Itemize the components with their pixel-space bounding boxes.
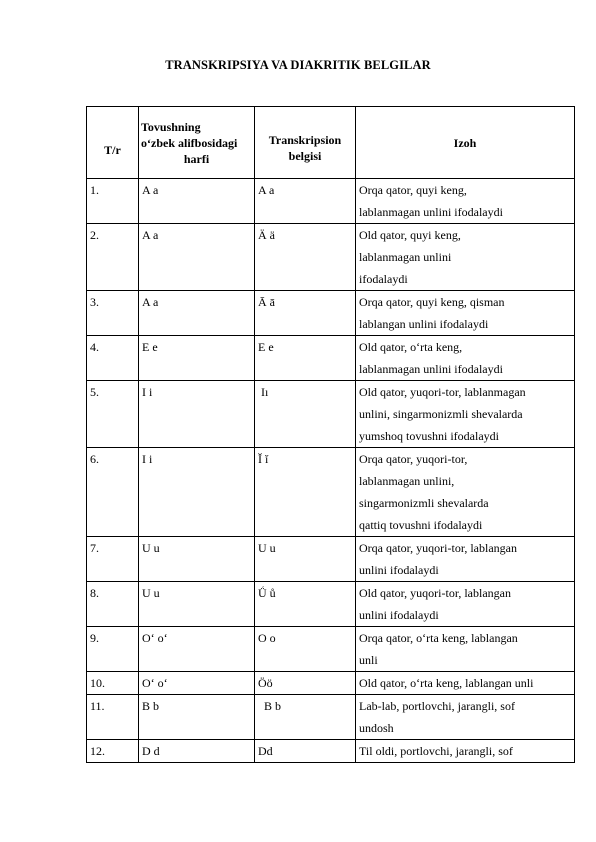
row-note <box>356 672 575 695</box>
row-letter: D d <box>139 740 255 763</box>
row-symbol: U u <box>255 537 356 582</box>
row-note-line: unlini ifodalaydi <box>359 563 439 577</box>
header-number-label: T/r <box>104 143 121 157</box>
table-row <box>87 740 575 763</box>
header-letter-line3: harfi <box>183 151 210 166</box>
row-symbol: Ǘ ů <box>255 582 356 627</box>
row-note <box>356 291 575 336</box>
header-number <box>87 107 139 179</box>
row-note-line: Old qator, yuqori-tor, lablangan <box>359 586 511 600</box>
row-number: 12. <box>87 740 139 763</box>
table-row <box>87 291 575 336</box>
header-symbol <box>255 107 356 179</box>
table-row <box>87 582 575 627</box>
row-letter: B b <box>139 695 255 740</box>
row-letter: E e <box>139 336 255 381</box>
row-number: 8. <box>87 582 139 627</box>
transcription-table <box>86 106 575 763</box>
row-symbol: E e <box>255 336 356 381</box>
row-note-line: lablanmagan unlini ifodalaydi <box>359 205 503 219</box>
row-letter: U u <box>139 582 255 627</box>
row-note-line: qattiq tovushni ifodalaydi <box>359 518 483 532</box>
row-symbol: Ā ā <box>255 291 356 336</box>
table-row <box>87 695 575 740</box>
header-symbol-line2: belgisi <box>288 149 322 163</box>
row-number: 9. <box>87 627 139 672</box>
row-letter: I i <box>139 448 255 537</box>
row-note-line: unlini ifodalaydi <box>359 608 439 622</box>
row-number: 3. <box>87 291 139 336</box>
row-note-line: lablanmagan unlini ifodalaydi <box>359 362 503 376</box>
row-symbol: Ӓ ӓ <box>255 224 356 291</box>
row-note <box>356 695 575 740</box>
row-note-line: singarmonizmli shevalarda <box>359 496 489 510</box>
table-row <box>87 336 575 381</box>
header-letter-line2: o‘zbek alifbosidagi <box>141 135 238 150</box>
row-letter: O‘ o‘ <box>139 627 255 672</box>
header-letter <box>139 107 255 179</box>
row-symbol: Dd <box>255 740 356 763</box>
row-number: 11. <box>87 695 139 740</box>
row-symbol: Iı <box>255 381 356 448</box>
row-note-line: Old qator, yuqori-tor, lablanmagan <box>359 385 526 399</box>
row-note <box>356 448 575 537</box>
row-note-line: Orqa qator, quyi keng, qisman <box>359 295 505 309</box>
header-note-label: Izoh <box>453 135 477 150</box>
row-note-line: yumshoq tovushni ifodalaydi <box>359 429 499 443</box>
row-note-line: Orqa qator, o‘rta keng, lablangan <box>359 631 518 645</box>
row-number: 2. <box>87 224 139 291</box>
row-note-line: Orqa qator, yuqori-tor, lablangan <box>359 541 517 555</box>
row-symbol: O o <box>255 627 356 672</box>
table-row <box>87 672 575 695</box>
row-symbol: B b <box>255 695 356 740</box>
row-note-line: ifodalaydi <box>359 272 408 286</box>
header-letter-line1: Tovushning <box>141 119 201 134</box>
row-letter: O‘ o‘ <box>139 672 255 695</box>
row-symbol: Ĭ ĭ <box>255 448 356 537</box>
row-note <box>356 381 575 448</box>
row-number: 4. <box>87 336 139 381</box>
row-letter: I i <box>139 381 255 448</box>
row-note-line: lablanmagan unlini <box>359 250 452 264</box>
row-note <box>356 582 575 627</box>
row-note-line: Old qator, quyi keng, <box>359 228 461 242</box>
row-number: 6. <box>87 448 139 537</box>
row-note-line: unli <box>359 653 378 667</box>
row-note <box>356 224 575 291</box>
row-symbol: Öö <box>255 672 356 695</box>
row-note-line: lablangan unlini ifodalaydi <box>359 317 489 331</box>
row-letter: A a <box>139 179 255 224</box>
row-letter: A a <box>139 224 255 291</box>
table-row <box>87 179 575 224</box>
header-symbol-line1: Transkripsion <box>268 133 342 147</box>
table-row <box>87 224 575 291</box>
row-number: 5. <box>87 381 139 448</box>
row-note-line: Old qator, o‘rta keng, <box>359 340 463 354</box>
row-note <box>356 537 575 582</box>
table-row <box>87 381 575 448</box>
row-note-line: Old qator, o‘rta keng, lablangan unli <box>359 676 534 690</box>
row-note-line: Orqa qator, yuqori-tor, <box>359 452 468 466</box>
row-note <box>356 740 575 763</box>
header-note <box>356 107 575 179</box>
table-row <box>87 537 575 582</box>
row-note-line: Orqa qator, quyi keng, <box>359 183 467 197</box>
row-note <box>356 336 575 381</box>
row-note <box>356 627 575 672</box>
row-note-line: Lab-lab, portlovchi, jarangli, sof <box>359 699 515 713</box>
row-note-line: lablanmagan unlini, <box>359 474 455 488</box>
row-note-line: Til oldi, portlovchi, jarangli, sof <box>359 744 513 758</box>
document-title: TRANSKRIPSIYA VA DIAKRITIK BELGILAR <box>165 58 431 72</box>
row-note <box>356 179 575 224</box>
row-symbol: A a <box>255 179 356 224</box>
row-letter: U u <box>139 537 255 582</box>
row-note-line: unlini, singarmonizmli shevalarda <box>359 407 523 421</box>
row-number: 7. <box>87 537 139 582</box>
row-number: 10. <box>87 672 139 695</box>
row-number: 1. <box>87 179 139 224</box>
table-row <box>87 448 575 537</box>
table-header-row <box>87 107 575 179</box>
row-note-line: undosh <box>359 721 394 735</box>
row-letter: A a <box>139 291 255 336</box>
table-row <box>87 627 575 672</box>
